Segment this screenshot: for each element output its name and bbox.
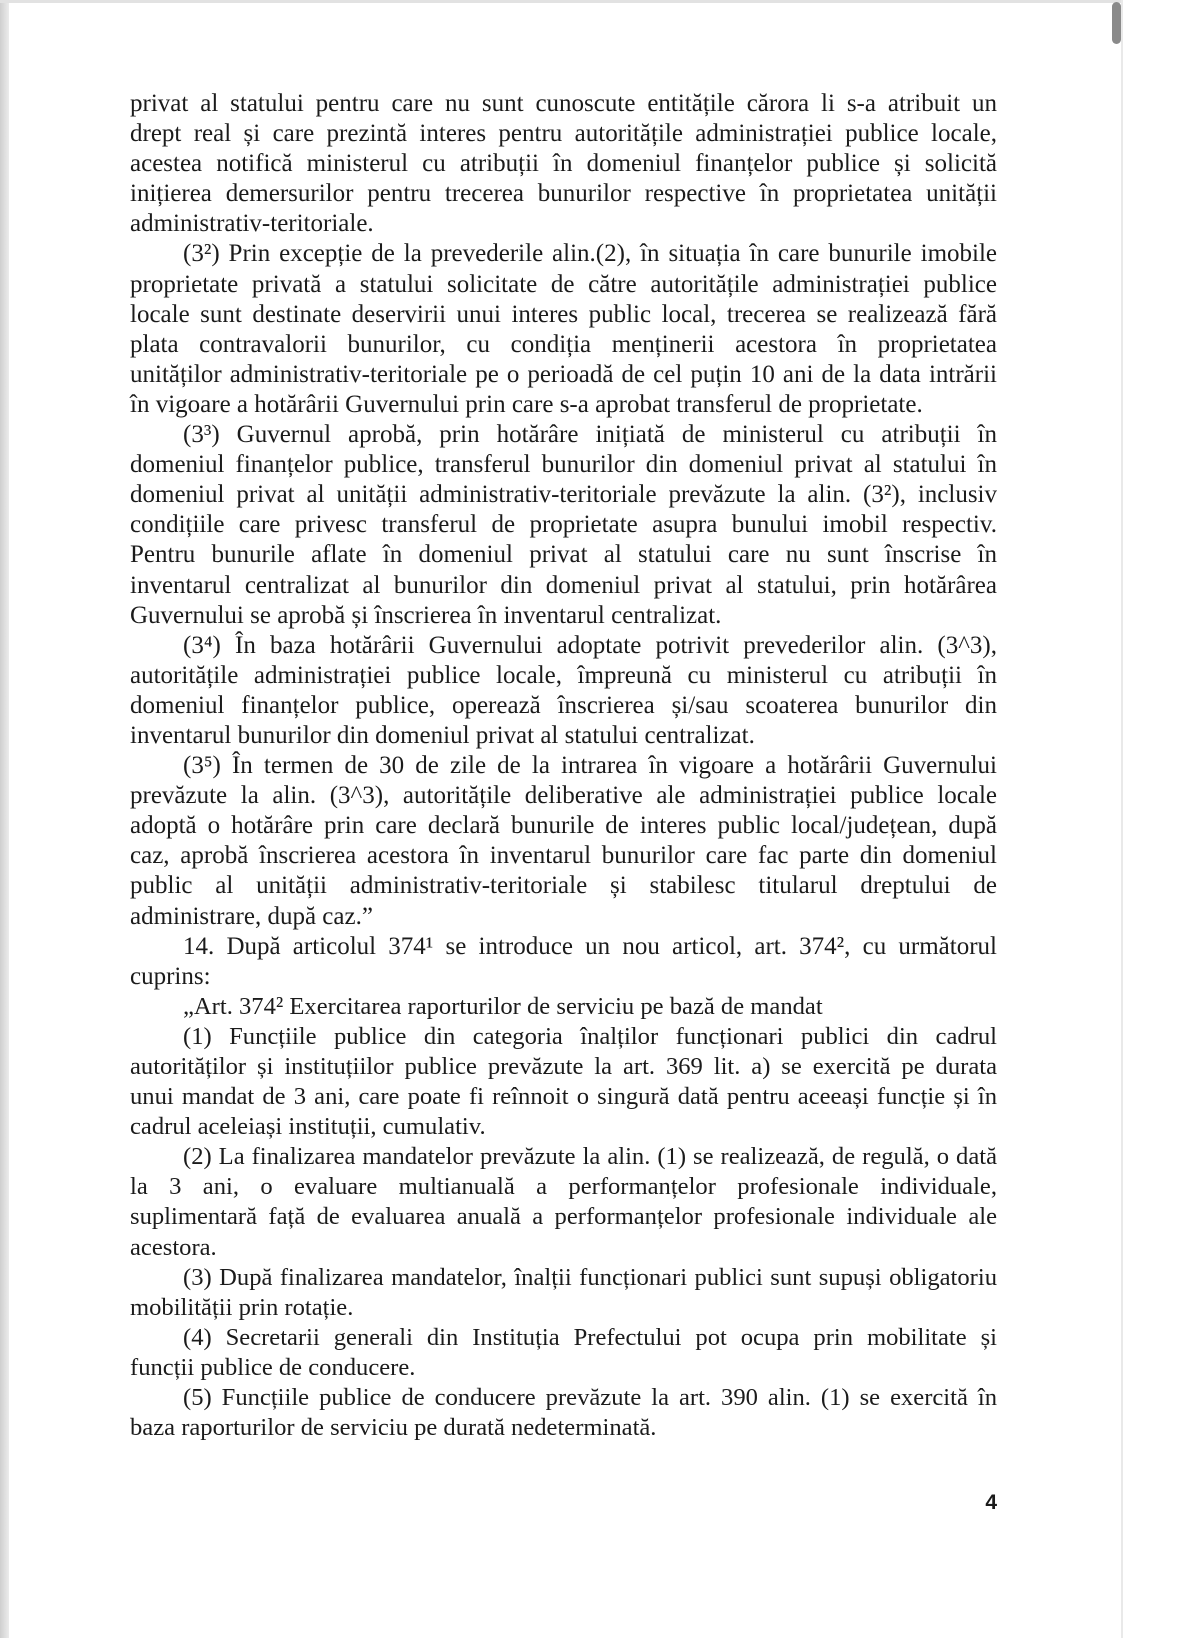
text-line: plata contravalorii bunurilor, cu condiția menținerii acestora în proprietatea: [130, 330, 997, 358]
text-line: funcții publice de conducere.: [130, 1353, 416, 1381]
paragraph-alin-3-4: [130, 631, 997, 751]
text-line: autorităților și instituțiilor publice prevăzute la art. 369 lit. a) se exercită pe durata: [130, 1053, 997, 1080]
text-line: acestea notifică ministerul cu atribuții în domeniul finanțelor publice și solicită: [130, 150, 997, 178]
text-line: la 3 ani, o evaluare multianuală a performanțelor profesionale individuale,: [130, 1173, 997, 1201]
text-line: inițierea demersurilor pentru trecerea bunurilor respective în proprietatea unității: [130, 180, 997, 208]
text-line: domeniul privat al unității administrativ-teritoriale prevăzute la alin. (3²), inclusiv: [130, 481, 997, 509]
text-line: în vigoare a hotărârii Guvernului prin care s-a aprobat transferul de proprietate.: [130, 390, 923, 418]
text-line: (3³) Guvernul aprobă, prin hotărâre inițiată de ministerul cu atribuții în: [183, 421, 997, 449]
paragraph-alin-1: [130, 1022, 997, 1142]
text-line: proprietate privată a statului solicitate de către autoritățile administrației publice: [130, 270, 997, 298]
text-line: Pentru bunurile aflate în domeniul privat al statului care nu sunt înscrise în: [130, 541, 997, 569]
vertical-scrollbar-thumb[interactable]: [1112, 2, 1121, 44]
text-line: administrativ-teritoriale.: [130, 210, 374, 238]
text-line: Guvernului se aprobă și înscrierea în inventarul centralizat.: [130, 601, 722, 629]
text-line: domeniul finanțelor publice, operează înscrierea și/sau scoaterea bunurilor din: [130, 691, 997, 719]
paragraph-alin-3-2: [130, 239, 997, 420]
text-line: prevăzute la alin. (3^3), autoritățile deliberative ale administrației publice locale: [130, 782, 997, 810]
text-line: (4) Secretarii generali din Instituția Prefectului pot ocupa prin mobilitate și: [183, 1323, 997, 1351]
paragraph-point-14: [130, 932, 997, 992]
text-line: „Art. 374² Exercitarea raporturilor de serviciu pe bază de mandat: [183, 992, 823, 1020]
text-line: locale sunt destinate deservirii unui interes public local, trecerea se realizează fără: [130, 300, 997, 328]
text-line: (3) După finalizarea mandatelor, înalții funcționari publici sunt supuși obligatoriu: [183, 1263, 997, 1291]
text-line: inventarul centralizat al bunurilor din domeniul privat al statului, prin hotărârea: [130, 571, 997, 599]
text-line: mobilității prin rotație.: [130, 1293, 354, 1321]
text-line: adoptă o hotărâre prin care declară bunurile de interes public local/județean, după: [130, 812, 997, 840]
article-heading-374-2: [130, 992, 997, 1022]
paragraph-alin-4: [130, 1323, 997, 1383]
text-line: (3⁵) În termen de 30 de zile de la intrarea în vigoare a hotărârii Guvernului: [183, 752, 997, 780]
paragraph-alin-3-3: [130, 420, 997, 631]
text-line: unui mandat de 3 ani, care poate fi reînnoit o singură dată pentru aceeași funcție și în: [130, 1083, 997, 1111]
viewer-left-edge: [0, 0, 9, 1638]
paragraph-alin-3: [130, 1263, 997, 1323]
text-line: administrare, după caz.”: [130, 902, 373, 930]
paragraph-alin-3-5: [130, 751, 997, 932]
text-line: unităților administrativ-teritoriale pe o perioadă de cel puțin 10 ani de la data intrării: [130, 360, 997, 388]
text-line: acestora.: [130, 1233, 217, 1261]
text-line: (2) La finalizarea mandatelor prevăzute la alin. (1) se realizează, de regulă, o dată: [183, 1143, 997, 1171]
text-line: baza raporturilor de serviciu pe durată nedeterminată.: [130, 1414, 657, 1442]
text-line: cuprins:: [130, 962, 211, 990]
text-line: (1) Funcțiile publice din categoria înalților funcționari publici din cadrul: [183, 1022, 997, 1050]
viewer-right-divider: [1121, 0, 1123, 1638]
document-page-text: [130, 89, 997, 1443]
text-line: condițiile care privesc transferul de proprietate asupra bunului imobil respectiv.: [130, 511, 997, 539]
viewer-top-edge: [0, 0, 1121, 3]
text-line: cadrul aceleiași instituții, cumulativ.: [130, 1113, 486, 1141]
text-line: (3⁴) În baza hotărârii Guvernului adoptate potrivit prevederilor alin. (3^3),: [183, 631, 997, 659]
text-line: suplimentară față de evaluarea anuală a performanțelor profesionale individuale ale: [130, 1203, 997, 1231]
text-line: domeniul finanțelor publice, transferul bunurilor din domeniul privat al statului în: [130, 451, 997, 479]
paragraph-continued: [130, 89, 997, 239]
paragraph-alin-2: [130, 1142, 997, 1262]
text-line: (3²) Prin excepție de la prevederile alin.(2), în situația în care bunurile imobile: [183, 240, 997, 268]
text-line: autoritățile administrației publice locale, împreună cu ministerul cu atribuții în: [130, 661, 997, 689]
text-line: caz, aprobă înscrierea acestora în inventarul bunurilor care fac parte din domeniul: [130, 842, 997, 870]
text-line: drept real și care prezintă interes pentru autoritățile administrației publice locale,: [130, 120, 997, 148]
text-line: inventarul bunurilor din domeniul privat al statului centralizat.: [130, 721, 755, 749]
text-line: 14. După articolul 374¹ se introduce un nou articol, art. 374², cu următorul: [183, 932, 997, 960]
page-number: 4: [985, 1491, 997, 1514]
text-line: public al unității administrativ-teritoriale și stabilesc titularul dreptului de: [130, 872, 997, 900]
paragraph-alin-5: [130, 1383, 997, 1443]
text-line: privat al statului pentru care nu sunt cunoscute entitățile cărora li s-a atribuit un: [130, 90, 997, 117]
text-line: (5) Funcțiile publice de conducere prevăzute la art. 390 alin. (1) se exercită în: [183, 1384, 997, 1412]
